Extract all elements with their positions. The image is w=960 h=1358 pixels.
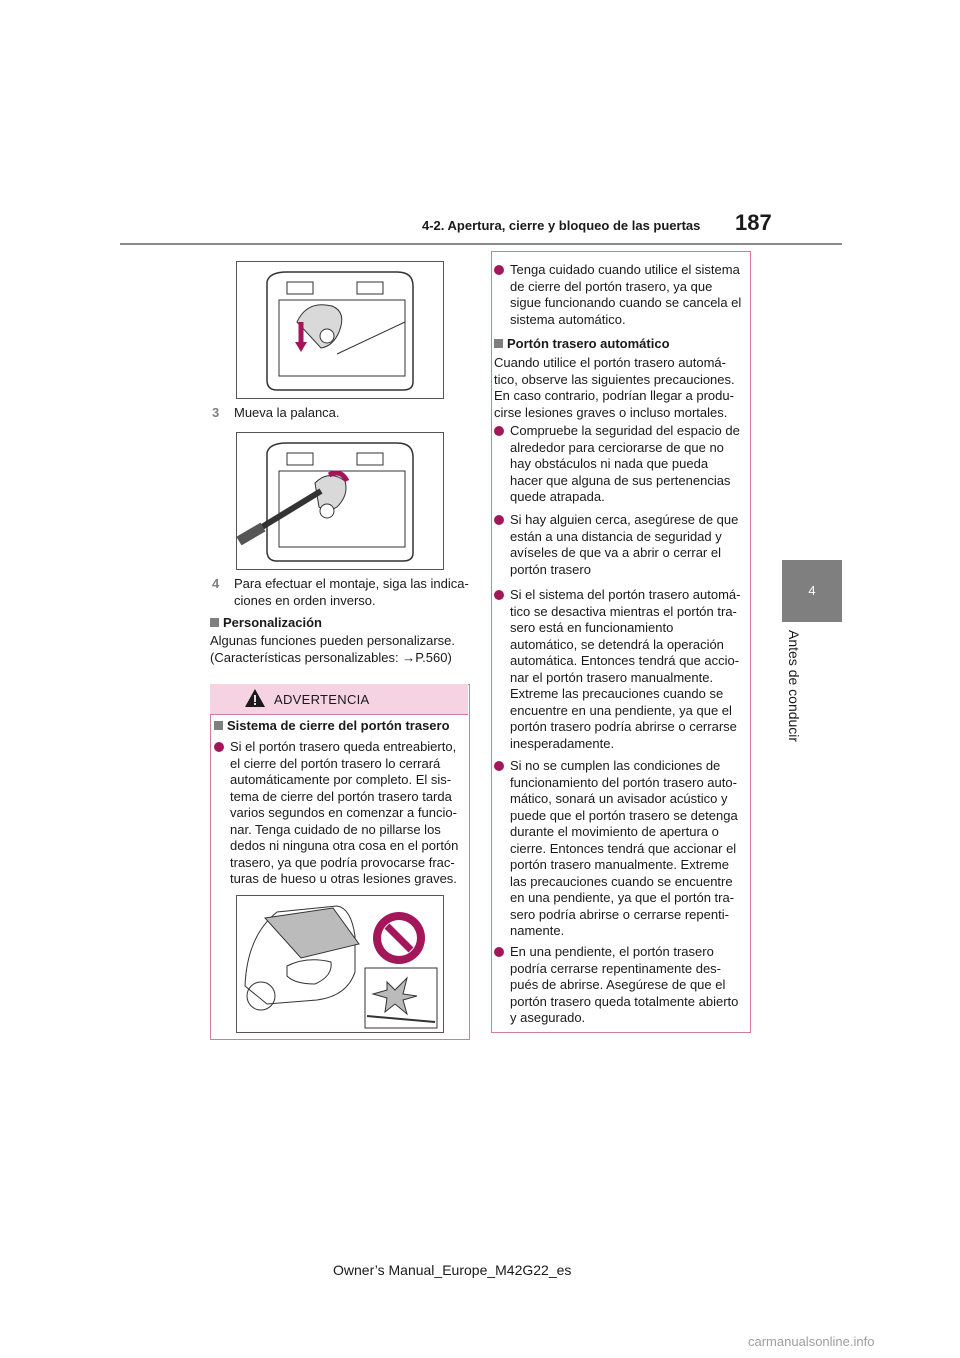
right-bullet-4 (494, 587, 760, 752)
text-line: cierre. Entonces tendrá que accionar el (510, 840, 737, 856)
warning-line: trasero, ya que podría provocarse frac- (230, 854, 455, 870)
warning-line: Si el portón trasero queda entreabierto, (230, 739, 457, 754)
right-bullet-1 (494, 262, 760, 328)
text-line: portón trasero podría abrirse o cerrarse (510, 719, 737, 734)
right-bullet-2 (494, 423, 760, 506)
text-line: Si el sistema del portón trasero automá- (510, 587, 741, 602)
text-line: quede atrapada. (510, 489, 605, 504)
text-line: puede que el portón trasero se detenga (510, 807, 738, 823)
text-line: Cuando utilice el portón trasero automá- (494, 355, 726, 370)
step-4 (212, 576, 469, 609)
warning-line: varios segundos en comenzar a funcio- (230, 805, 457, 820)
step-3 (212, 405, 340, 422)
warning-bullet (214, 739, 480, 888)
text-line: automático, se detendrá la operación (510, 636, 724, 652)
text-line: automática. Entonces tendrá que accio- (510, 653, 740, 668)
right-bullet-5 (494, 758, 760, 940)
square-bullet-icon (214, 721, 223, 730)
right-bullet-3 (494, 512, 760, 578)
text-line: están a una distancia de seguridad y (510, 528, 722, 544)
watermark: carmanualsonline.info (748, 1334, 875, 1349)
personalization-line-2: (Características personalizables: →P.560) (210, 650, 452, 665)
text-line: de cierre del portón trasero, ya que (510, 278, 713, 294)
chapter-tab: 4 (782, 560, 842, 622)
text-line: funcionamiento del portón trasero auto- (510, 774, 737, 790)
step-4-line-2: ciones en orden inverso. (234, 592, 376, 608)
text-line: Si no se cumplen las condiciones de (510, 758, 721, 773)
section-title: 4-2. Apertura, cierre y bloqueo de las puertas (422, 218, 701, 233)
text-line: encuentre en una pendiente, ya que el (510, 702, 732, 718)
personalization-heading-text: Personalización (223, 615, 322, 630)
warning-line: nar. Tenga cuidado de no pillarse los (230, 821, 441, 837)
text-line: En una pendiente, el portón trasero (510, 944, 714, 959)
text-line: sero podría abrirse o cerrarse repenti- (510, 906, 729, 922)
text-line: durante el movimiento de apertura o (510, 824, 719, 839)
text-line: Extreme las precauciones cuando se (510, 686, 724, 701)
text-line: las precauciones cuando se encuentre (510, 873, 733, 889)
text-line: portón trasero manualmente. Extreme (510, 857, 729, 872)
text-line: inesperadamente. (510, 735, 615, 751)
text-line: hay obstáculos ni nada que pueda (510, 456, 709, 471)
personalization-line-1: Algunas funciones pueden personalizarse. (210, 633, 456, 648)
text-line: alrededor para cerciorarse de que no (510, 439, 724, 455)
square-bullet-icon (494, 339, 503, 348)
lock-cover-figure (236, 261, 444, 399)
step-3-text: Mueva la palanca. (234, 405, 340, 420)
tailgate-pinch-figure (236, 895, 444, 1033)
text-line: cirse lesiones graves o incluso mortales. (494, 404, 728, 420)
warning-line: tema de cierre del portón trasero tarda (230, 788, 452, 804)
auto-intro (494, 355, 748, 421)
text-line: avíseles de que va a abrir o cerrar el (510, 545, 721, 560)
step-4-line-1: Para efectuar el montaje, siga las indica- (234, 576, 469, 591)
manual-id-footer: Owner’s Manual_Europe_M42G22_es (333, 1262, 572, 1278)
warning-title: ADVERTENCIA (274, 692, 370, 707)
warning-line: dedos ni ninguna otra cosa en el portón (230, 838, 459, 853)
text-line: Tenga cuidado cuando utilice el sistema (510, 262, 740, 277)
text-line: portón trasero queda totalmente abierto (510, 993, 739, 1009)
text-line: hacer que alguna de sus pertenencias (510, 472, 731, 488)
text-line: sistema automático. (510, 311, 626, 327)
personalization-heading (210, 615, 322, 632)
warning-line: el cierre del portón trasero lo cerrará (230, 755, 441, 771)
text-line: nar el portón trasero manualmente. (510, 669, 714, 685)
text-line: namente. (510, 923, 565, 938)
right-bullet-6 (494, 944, 760, 1027)
step-4-number: 4 (212, 576, 220, 591)
step-3-number: 3 (212, 405, 220, 420)
auto-tailgate-heading-text: Portón trasero automático (507, 336, 670, 351)
lever-screwdriver-figure (236, 432, 444, 570)
text-line: Compruebe la seguridad del espacio de (510, 423, 740, 438)
text-line: mático, sonará un avisador acústico y (510, 791, 728, 806)
text-line: portón trasero (510, 561, 591, 577)
chapter-label: Antes de conducir (786, 630, 802, 743)
text-line: tico, observe las siguientes precauciones. (494, 371, 735, 387)
page-number: 187 (735, 210, 772, 235)
auto-tailgate-heading (494, 336, 670, 353)
header-divider (120, 243, 842, 245)
text-line: en una pendiente, ya que el portón tra- (510, 890, 735, 905)
text-line: Si hay alguien cerca, asegúrese de que (510, 512, 739, 527)
warning-header (210, 684, 468, 715)
text-line: sero está en funcionamiento (510, 620, 674, 635)
text-line: tico se desactiva mientras el portón tra- (510, 603, 737, 619)
text-line: En caso contrario, podrían llegar a produ- (494, 388, 734, 403)
warning-line: turas de hueso u otras lesiones graves. (230, 871, 457, 886)
warning-heading-text: Sistema de cierre del portón trasero (227, 718, 450, 733)
text-line: y asegurado. (510, 1010, 586, 1025)
text-line: sigue funcionando cuando se cancela el (510, 295, 742, 310)
warning-line: automáticamente por completo. El sis- (230, 772, 452, 787)
warning-triangle-icon (244, 688, 266, 708)
square-bullet-icon (210, 618, 219, 627)
text-line: pués de abrirse. Asegúrese de que el (510, 977, 726, 992)
text-line: podría cerrarse repentinamente des- (510, 960, 722, 976)
warning-heading (214, 718, 450, 735)
